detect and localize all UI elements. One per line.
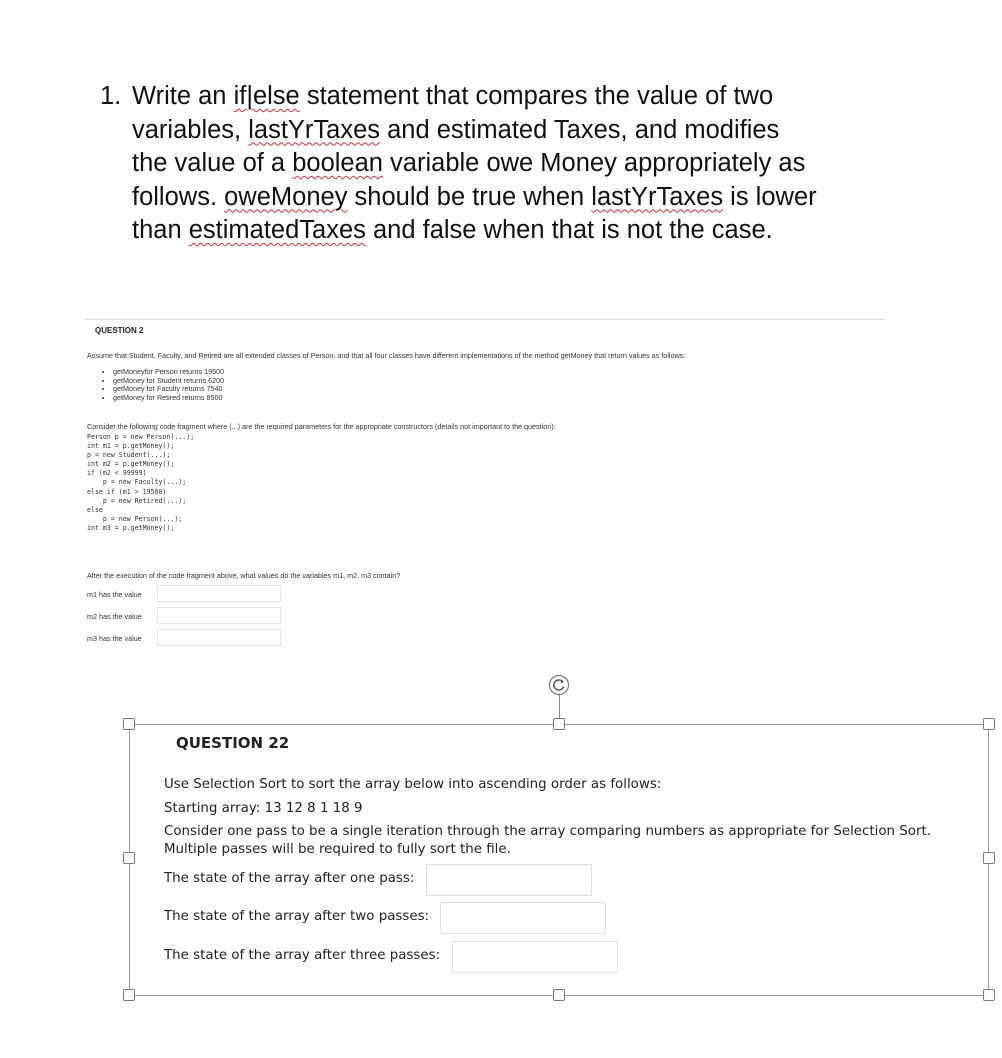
question-1-text: [100, 80, 900, 248]
resize-handle-middle-right[interactable]: [983, 852, 995, 864]
spellcheck-flagged-word: if|else: [233, 82, 300, 110]
spellcheck-flagged-word: boolean: [292, 149, 383, 177]
m1-answer-row: [87, 590, 142, 599]
code-line: p = new Person(...);: [87, 514, 183, 523]
spellcheck-flagged-word: estimatedTaxes: [188, 216, 366, 244]
code-fragment: [87, 433, 194, 533]
m3-input[interactable]: [157, 629, 281, 646]
getmoney-list-item: • getMoneyfor Person returns 19500: [113, 368, 224, 377]
question-1-line: variables, lastYrTaxes and estimated Taxes, and modifies: [132, 115, 780, 144]
spellcheck-flagged-word: lastYrTaxes: [591, 182, 724, 211]
code-line: int m3 = p.getMoney();: [87, 523, 175, 532]
question-1-line: follows. oweMoney should be true when lastYrTaxes is lower: [132, 182, 817, 211]
pass-two-label: The state of the array after two passes:: [164, 909, 430, 924]
getmoney-list-item: • getMoney for Retired returns 8500: [113, 394, 224, 403]
resize-handle-top-left[interactable]: [123, 718, 135, 730]
code-line: else if (m1 > 19500): [87, 487, 167, 496]
question-22-consider-line-2: Multiple passes will be required to fully sort the file.: [164, 842, 511, 857]
question-22-instruction: Use Selection Sort to sort the array below into ascending order as follows:: [164, 777, 662, 792]
m2-answer-row: [87, 612, 142, 621]
code-line: p = new Retired(...);: [87, 496, 187, 505]
resize-handle-bottom-right[interactable]: [983, 989, 995, 1001]
question-22-consider-line-1: Consider one pass to be a single iteration through the array comparing numbers as appropriate for Selection Sort.: [164, 824, 931, 839]
code-line: p = new Faculty(...);: [87, 478, 187, 487]
pass-two-input[interactable]: [440, 902, 606, 934]
question-2-consider: Consider the following code fragment where (...) are the required parameters for the appropriate constructors (details not important to the question):: [87, 422, 556, 431]
question-1-line: than estimatedTaxes and false when that is not the case.: [132, 216, 773, 244]
m3-answer-row: [87, 634, 142, 643]
question-2-after: After the execution of the code fragment above, what values do the variables m1, m2, m3 contain?: [87, 571, 401, 580]
pass-three-label: The state of the array after three passes:: [164, 948, 441, 963]
question-1-line: Write an if|else statement that compares the value of two: [132, 82, 774, 110]
starting-array: Starting array: 13 12 8 1 18 9: [164, 801, 363, 816]
code-line: int m1 = p.getMoney();: [87, 442, 175, 451]
question-2-intro: Assume that Student, Faculty, and Retired are all extended classes of Person, and that all four classes have different implementations of the method getMoney that return values as follows:: [87, 351, 686, 360]
question-1: [100, 80, 900, 248]
m1-input[interactable]: [157, 585, 281, 602]
code-line: else: [87, 505, 103, 514]
pass-three-input[interactable]: [452, 941, 618, 973]
code-line: int m2 = p.getMoney();: [87, 460, 175, 469]
getmoney-list-item: • getMoney for Faculty returns 7540: [113, 385, 224, 394]
resize-handle-bottom-center[interactable]: [553, 989, 565, 1001]
m2-input[interactable]: [157, 607, 281, 624]
resize-handle-bottom-left[interactable]: [123, 989, 135, 1001]
resize-handle-top-center[interactable]: [553, 718, 565, 730]
pass-one-label: The state of the array after one pass:: [164, 871, 415, 886]
code-line: p = new Student(...);: [87, 451, 171, 460]
rotate-handle-stem: [559, 695, 560, 719]
resize-handle-middle-left[interactable]: [123, 852, 135, 864]
spellcheck-flagged-word: lastYrTaxes: [248, 115, 381, 144]
m3-label: m3 has the value: [87, 634, 142, 643]
question-1-number: 1.: [100, 82, 122, 110]
rotate-handle-icon[interactable]: [548, 674, 570, 696]
question-2-title: QUESTION 2: [95, 326, 144, 335]
code-line: Person p = new Person(...);: [87, 433, 195, 441]
question-1-line: the value of a boolean variable owe Money appropriately as: [132, 149, 806, 177]
resize-handle-top-right[interactable]: [983, 718, 995, 730]
getmoney-list: [87, 368, 224, 403]
m2-label: m2 has the value: [87, 612, 142, 621]
code-line: if (m2 < 99999): [87, 469, 147, 478]
m1-label: m1 has the value: [87, 590, 142, 599]
pass-one-input[interactable]: [426, 864, 592, 896]
question-22-title: QUESTION 22: [176, 734, 290, 752]
getmoney-list-item: • getMoney for Student returns 6200: [113, 377, 224, 386]
spellcheck-flagged-word: oweMoney: [224, 182, 348, 211]
question-2-divider: [85, 319, 885, 320]
